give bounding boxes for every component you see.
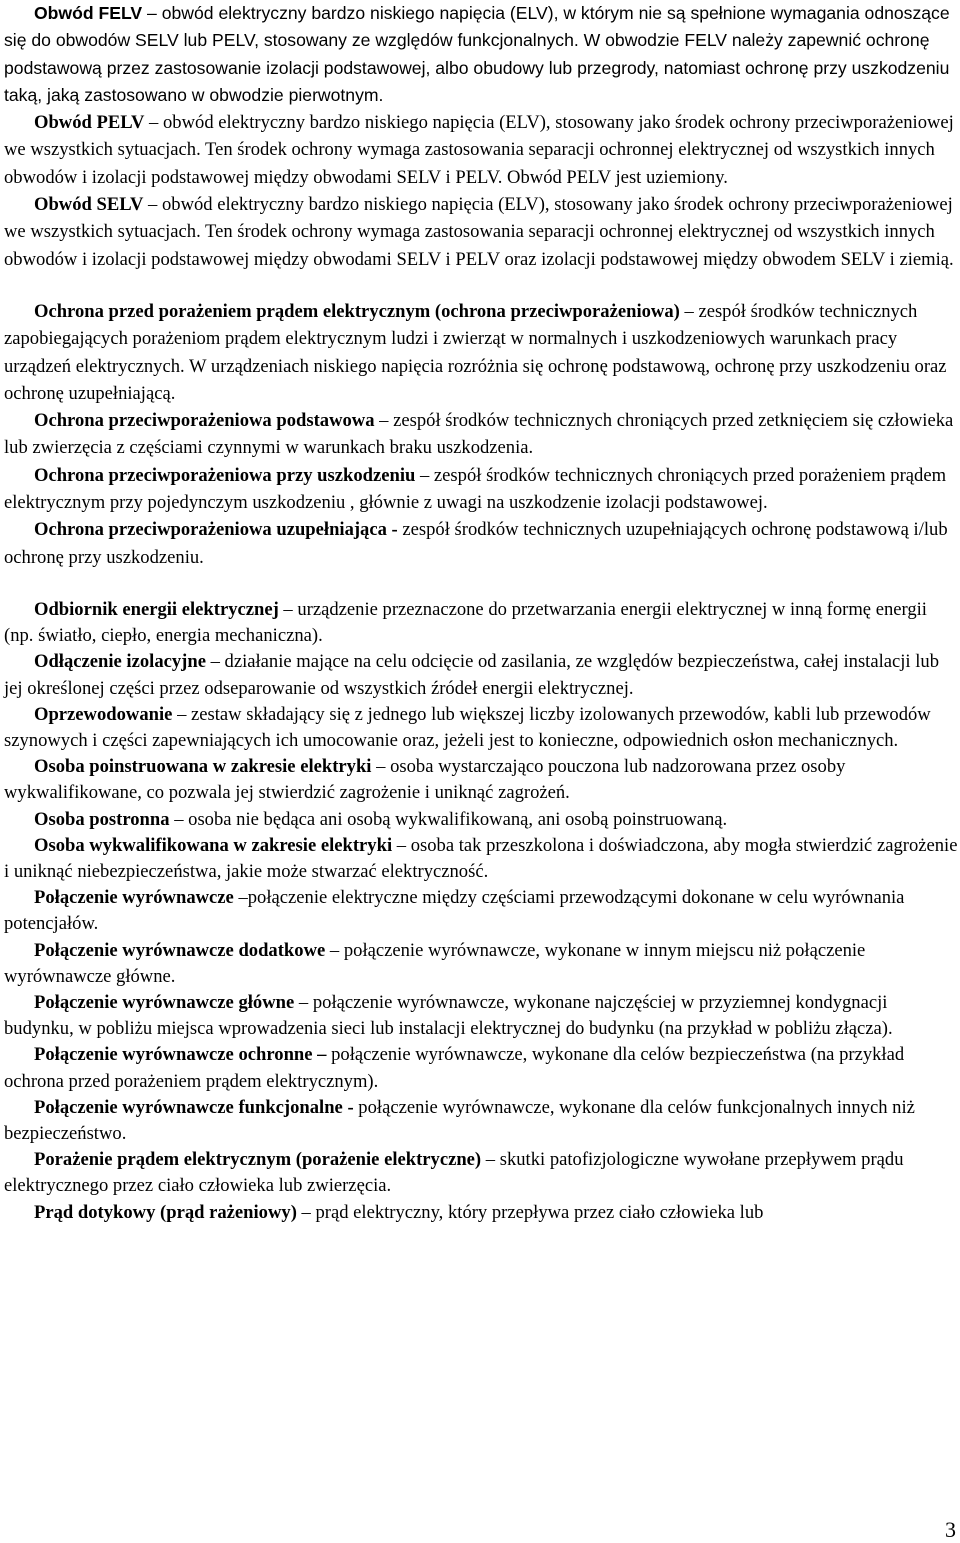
document-page <box>4 0 958 1226</box>
definition-consumer <box>4 597 958 649</box>
definition-additional-protection <box>4 516 958 571</box>
definition-term: Połączenie wyrównawcze funkcjonalne - <box>34 1096 354 1118</box>
section-spacer <box>4 273 958 298</box>
definition-text: –połączenie elektryczne między częściami przewodzącymi dokonane w celu wyrównania potencjałów. <box>4 887 905 935</box>
definition-term: Odłączenie izolacyjne <box>34 651 206 673</box>
definition-selv <box>4 191 958 273</box>
definition-ordinary-person <box>4 807 958 833</box>
definition-text: – działanie mające na celu odcięcie od zasilania, ze względów bezpieczeństwa, całej instalacji lub jej określonej części przez odseparowanie od wszystkich źródeł energii elektrycznej. <box>4 651 940 699</box>
page-number: 3 <box>945 1517 956 1542</box>
section-spacer <box>4 571 958 597</box>
definition-functional-bonding <box>4 1095 958 1147</box>
definition-text: – zespół środków technicznych chroniących przed zetknięciem się człowieka lub zwierzęcia z częściami czynnymi w warunkach braku uszkodzenia. <box>4 410 954 459</box>
definition-text: – połączenie wyrównawcze, wykonane w innym miejscu niż połączenie wyrównawcze główne. <box>4 939 866 987</box>
definition-fault-protection <box>4 462 958 517</box>
definition-instructed-person <box>4 754 958 806</box>
definition-term: Porażenie prądem elektrycznym (porażenie elektryczne) <box>34 1149 482 1171</box>
definition-term: Osoba poinstruowana w zakresie elektryki <box>34 756 372 778</box>
definition-basic-protection <box>4 407 958 462</box>
definition-electric-shock <box>4 1147 958 1199</box>
definition-term: Obwód PELV <box>34 112 145 134</box>
definition-text: – osoba nie będąca ani osobą wykwalifikowaną, ani osobą poinstruowaną. <box>169 808 728 830</box>
section-terms <box>4 597 958 1226</box>
definition-term: Oprzewodowanie <box>34 703 173 725</box>
definition-text: zespół środków technicznych uzupełniających ochronę podstawową i/lub ochronę przy uszkodzeniu. <box>4 519 948 568</box>
definition-text: – osoba wystarczająco pouczona lub nadzorowana przez osoby wykwalifikowane, co pozwala jej stwierdzić zagrożenie i uniknąć zagrożeń. <box>4 756 846 804</box>
definition-wiring <box>4 702 958 754</box>
definition-text: – obwód elektryczny bardzo niskiego napięcia (ELV), stosowany jako środek ochrony przeciwporażeniowej we wszystkich sytuacjach. Ten środek ochrony wymaga zastosowania separacji ochronnej elektrycznej od wszystkich innych obwodów i izolacji podstawowej między obwodami SELV i PELV oraz izolacji podstawowej między obwodem SELV i ziemią. <box>4 194 954 270</box>
definition-text: – obwód elektryczny bardzo niskiego napięcia (ELV), w którym nie są spełnione wymagania odnoszące się do obwodów SELV lub PELV, stosowany ze względów funkcjonalnych. W obwodzie FELV należy zapewnić ochronę podstawową przez zastosowanie izolacji podstawowej, albo obudowy lub przegrody, natomiast ochronę przy uszkodzeniu taką, jaką zastosowano w obwodzie pierwotnym. <box>4 3 950 105</box>
definition-term: Ochrona przeciwporażeniowa uzupełniająca - <box>34 519 398 541</box>
definition-text: połączenie wyrównawcze, wykonane dla celów bezpieczeństwa (na przykład ochrona przed porażeniem prądem elektrycznym). <box>4 1044 905 1092</box>
definition-equipotential-bonding <box>4 885 958 937</box>
definition-term: Odbiornik energii elektrycznej <box>34 598 279 620</box>
definition-text: – obwód elektryczny bardzo niskiego napięcia (ELV), stosowany jako środek ochrony przeciwporażeniowej we wszystkich sytuacjach. Ten środek ochrony wymaga zastosowania separacji ochronnej elektrycznej od wszystkich innych obwodów i izolacji podstawowej między obwodami SELV i PELV. Obwód PELV jest uziemiony. <box>4 112 954 188</box>
definition-text: – połączenie wyrównawcze, wykonane najczęściej w przyziemnej kondygnacji budynku, w pobliżu miejsca wprowadzenia sieci lub instalacji elektrycznej do budynku (na przykład w pobliżu złącza). <box>4 991 893 1040</box>
section-elv-circuits <box>4 0 958 273</box>
definition-term: Osoba postronna <box>34 808 170 830</box>
definition-text: – prąd elektryczny, który przepływa przez ciało człowieka lub <box>296 1201 764 1223</box>
definition-term: Prąd dotykowy (prąd rażeniowy) <box>34 1201 297 1223</box>
definition-term: Połączenie wyrównawcze dodatkowe <box>34 939 326 961</box>
definition-term: Połączenie wyrównawcze ochronne – <box>34 1044 327 1066</box>
definition-touch-current <box>4 1200 958 1226</box>
definition-term: Ochrona przeciwporażeniowa przy uszkodzeniu <box>34 464 416 486</box>
definition-protective-bonding <box>4 1042 958 1094</box>
definition-skilled-person <box>4 833 958 885</box>
definition-felv <box>4 0 958 109</box>
definition-term: Osoba wykwalifikowana w zakresie elektryki <box>34 834 393 856</box>
definition-term: Ochrona przeciwporażeniowa podstawowa <box>34 410 375 432</box>
definition-main-bonding <box>4 990 958 1042</box>
definition-text: – urządzenie przeznaczone do przetwarzania energii elektrycznej w inną formę energii (np. światło, ciepło, energia mechaniczna). <box>4 598 927 647</box>
definition-isolation <box>4 649 958 701</box>
section-shock-protection <box>4 298 958 571</box>
definition-term: Połączenie wyrównawcze <box>34 887 234 909</box>
definition-text: – osoba tak przeszkolona i doświadczona, aby mogła stwierdzić zagrożenie i uniknąć niebezpieczeństwa, jakie może stwarzać elektryczność. <box>4 834 958 882</box>
definition-text: – zestaw składający się z jednego lub większej liczby izolowanych przewodów, kabli lub przewodów szynowych i części zapewniających ich umocowanie oraz, jeżeli jest to konieczne, odpowiednich osłon mechanicznych. <box>4 703 931 751</box>
definition-text: – skutki patofizjologiczne wywołane przepływem prądu elektrycznego przez ciało człowieka lub zwierzęcia. <box>4 1149 904 1197</box>
definition-text: – zespół środków technicznych chroniących przed porażeniem prądem elektrycznym przy pojedynczym uszkodzeniu , głównie z uwagi na uszkodzenie izolacji podstawowej. <box>4 464 947 514</box>
definition-term: Ochrona przed porażeniem prądem elektrycznym (ochrona przeciwporażeniowa) <box>34 300 680 322</box>
definition-supplementary-bonding <box>4 938 958 990</box>
definition-text: – zespół środków technicznych zapobiegających porażeniom prądem elektrycznym ludzi i zwierząt w normalnych i uszkodzeniowych warunkach pracy urządzeń elektrycznych. W urządzeniach niskiego napięcia rozróżnia się ochronę podstawową, ochronę przy uszkodzeniu oraz ochronę uzupełniającą. <box>4 300 947 404</box>
definition-shock-protection <box>4 298 958 407</box>
definition-term: Obwód FELV <box>34 3 143 23</box>
definition-pelv <box>4 109 958 191</box>
definition-text: połączenie wyrównawcze, wykonane dla celów funkcjonalnych innych niż bezpieczeństwo. <box>4 1096 915 1144</box>
definition-term: Obwód SELV <box>34 194 144 216</box>
definition-term: Połączenie wyrównawcze główne <box>34 991 295 1013</box>
